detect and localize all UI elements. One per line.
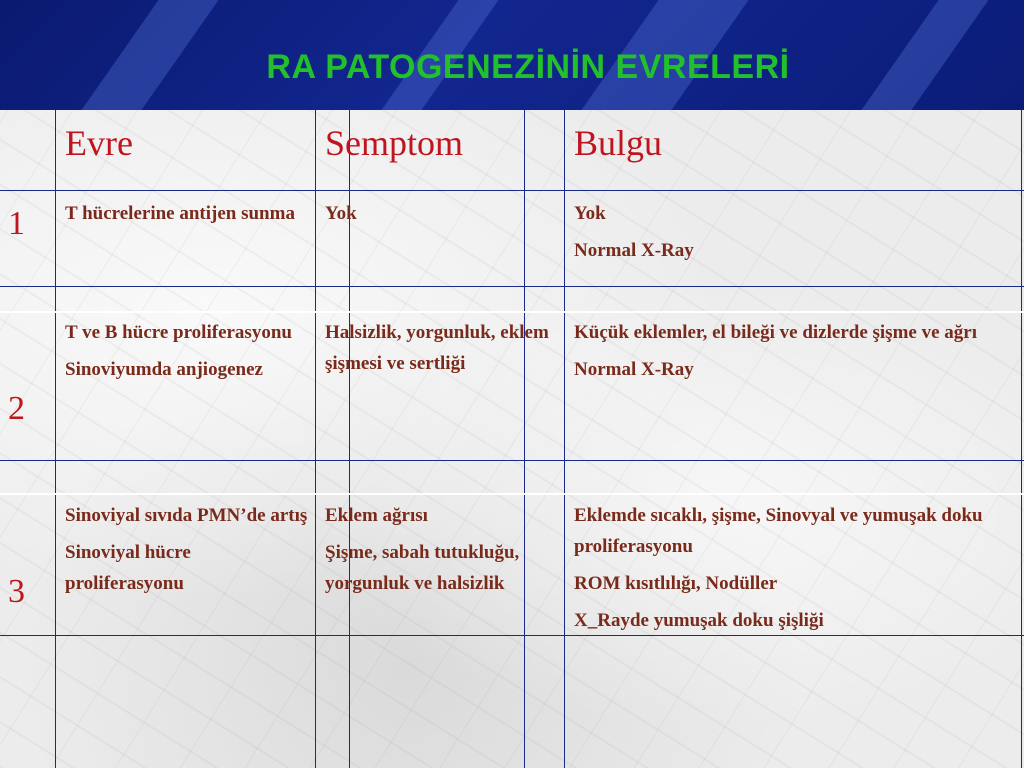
cell-text: Sinoviyal hücre proliferasyonu [65,542,191,594]
cell-text: Yok [325,203,357,224]
grid-line [315,110,316,768]
slide-title: RA PATOGENEZİNİN EVRELERİ [266,48,790,86]
grid-line [0,460,1024,461]
semptom-cell [325,317,560,385]
cell-text: ROM kısıtlılığı, Nodüller [574,573,778,594]
column-header-evre: Evre [65,123,133,163]
cell-text: X_Rayde yumuşak doku şişliği [574,610,824,631]
evre-cell [65,317,310,391]
stage-number: 2 [8,390,25,427]
cell-text: Sinoviyumda anjiogenez [65,359,263,380]
bulgu-cell [574,198,1014,272]
cell-text: Sinoviyal sıvıda PMN’de artış [65,505,308,526]
column-header-bulgu: Bulgu [574,123,663,163]
grid-line [1021,110,1022,768]
grid-line [55,110,56,768]
grid-line [0,493,1024,495]
cell-text: Normal X-Ray [574,359,694,380]
grid-line [564,110,565,768]
semptom-cell [325,198,560,235]
grid-line [0,286,1024,287]
grid-line [0,311,1024,313]
grid-line [0,190,1024,191]
bulgu-cell [574,317,1014,391]
cell-text: Eklemde sıcaklı, şişme, Sinovyal ve yumuşak doku proliferasyonu [574,505,983,557]
cell-text: T ve B hücre proliferasyonu [65,322,292,343]
stage-number: 1 [8,205,25,242]
semptom-cell [325,500,560,605]
bulgu-cell [574,500,1014,642]
column-header-semptom: Semptom [325,123,464,163]
cell-text: Halsizlik, yorgunluk, eklem şişmesi ve sertliği [325,322,549,374]
cell-text: Eklem ağrısı [325,505,428,526]
cell-text: Yok [574,203,606,224]
cell-text: Şişme, sabah tutukluğu, yorgunluk ve halsizlik [325,542,520,594]
cell-text: Küçük eklemler, el bileği ve dizlerde şişme ve ağrı [574,322,977,343]
stage-number: 3 [8,573,25,610]
evre-cell [65,500,310,605]
cell-text: Normal X-Ray [574,240,694,261]
cell-text: T hücrelerine antijen sunma [65,203,295,224]
evre-cell [65,198,310,235]
